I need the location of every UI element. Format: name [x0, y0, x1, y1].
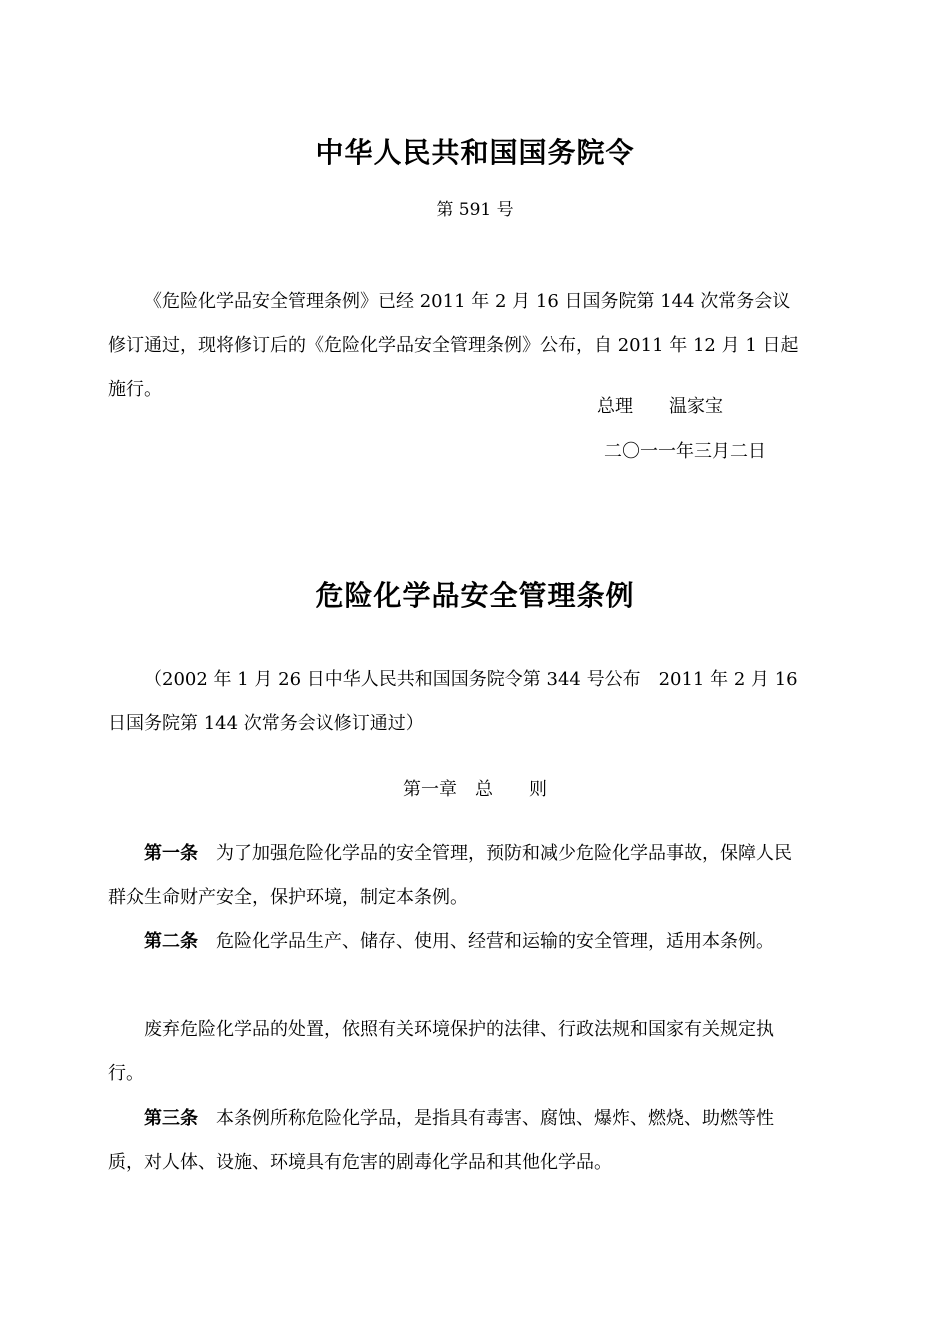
article-3 — [108, 1097, 808, 1185]
regulation-note: （2002 年 1 月 26 日中华人民共和国国务院令第 344 号公布 2011 年 2 月 16 日国务院第 144 次常务会议修订通过） — [108, 669, 798, 734]
article-2-paragraph-2-text: 废弃危险化学品的处置，依照有关环境保护的法律、行政法规和国家有关规定执行。 — [108, 1019, 774, 1084]
article-2-text: 危险化学品生产、储存、使用、经营和运输的安全管理，适用本条例。 — [198, 931, 774, 952]
decree-number: 第 591 号 — [436, 200, 514, 220]
article-3-label: 第三条 — [144, 1108, 198, 1129]
article-3-text: 本条例所称危险化学品，是指具有毒害、腐蚀、爆炸、燃烧、助燃等性质，对人体、设施、环境具有危害的剧毒化学品和其他化学品。 — [108, 1108, 774, 1173]
article-1 — [108, 832, 808, 920]
regulation-title: 危险化学品安全管理条例 — [315, 579, 635, 612]
article-1-label: 第一条 — [144, 843, 198, 864]
decree-title: 中华人民共和国国务院令 — [315, 136, 635, 169]
chapter-heading: 第一章 总 则 — [403, 779, 547, 800]
signer: 总理 温家宝 — [597, 396, 723, 417]
decree-body: 《危险化学品安全管理条例》已经 2011 年 2 月 16 日国务院第 144 次常务会议修订通过，现将修订后的《危险化学品安全管理条例》公布，自 2011 年 12 月 1 日起施行。 — [108, 291, 799, 400]
article-2-paragraph-2 — [108, 1008, 808, 1096]
decree-date: 二〇一一年三月二日 — [604, 441, 766, 462]
article-2 — [108, 920, 808, 964]
article-2-label: 第二条 — [144, 931, 198, 952]
article-1-text: 为了加强危险化学品的安全管理，预防和减少危险化学品事故，保障人民群众生命财产安全，保护环境，制定本条例。 — [108, 843, 792, 908]
